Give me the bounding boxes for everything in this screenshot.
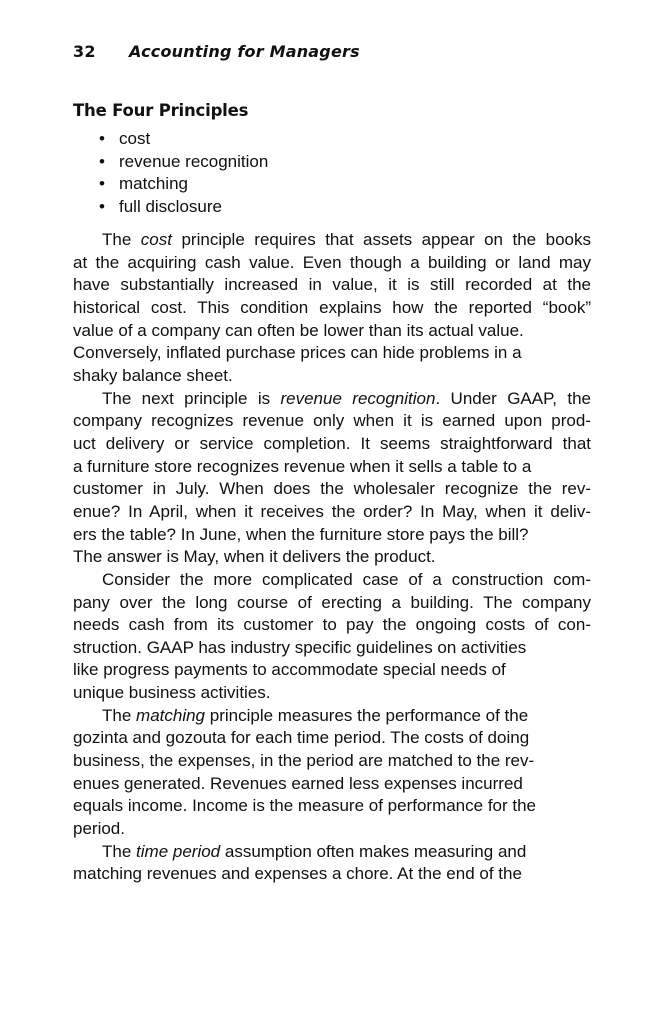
text-line: shaky balance sheet. [73, 365, 233, 385]
section-heading: The Four Principles [73, 101, 249, 120]
text-line: have substantially increased in value, it is still recorded at the [73, 275, 591, 295]
list-item: • matching [99, 173, 268, 196]
text-line: The cost principle requires that assets appear on the books [102, 230, 591, 249]
text-line: business, the expenses, in the period are matched to the rev- [73, 751, 535, 771]
emphasis-term: matching [136, 705, 206, 725]
page-number: 32 [73, 42, 96, 61]
text-line: The time period assumption often makes measuring and [102, 841, 527, 861]
text-line: Consider the more complicated case of a construction com- [102, 569, 591, 589]
text-line: unique business activities. [73, 683, 271, 703]
paragraph-construction [73, 569, 591, 705]
text-line: ers the table? In June, when the furniture store pays the bill? [73, 524, 529, 544]
text-line: a furniture store recognizes revenue when it sells a table to a [73, 456, 532, 476]
text-line: enue? In April, when it receives the order? In May, when it deliv- [73, 501, 591, 521]
emphasis-term: cost [140, 230, 172, 249]
paragraph-time-period [73, 841, 591, 886]
emphasis-term: revenue recognition [280, 388, 436, 408]
list-item: • cost [99, 128, 268, 151]
paragraph-cost [73, 229, 591, 388]
text-line: customer in July. When does the wholesaler recognize the rev- [73, 479, 591, 499]
text-line: gozinta and gozouta for each time period. The costs of doing [73, 728, 530, 748]
body-text [73, 229, 591, 886]
text-line: enues generated. Revenues earned less expenses incurred [73, 773, 523, 793]
text-line: Conversely, inflated purchase prices can hide problems in a [73, 343, 522, 363]
text-line: The answer is May, when it delivers the product. [73, 547, 436, 567]
text-line: value of a company can often be lower than its actual value. [73, 320, 524, 340]
text-line: historical cost. This condition explains how the reported “book” [73, 297, 591, 317]
book-title: Accounting for Managers [129, 42, 360, 61]
text-line: The next principle is revenue recognition. Under GAAP, the [102, 388, 591, 408]
text-line: pany over the long course of erecting a building. The company [73, 592, 591, 612]
list-item: • revenue recognition [99, 151, 268, 174]
text-line: equals income. Income is the measure of performance for the [73, 796, 537, 816]
paragraph-revenue-recognition [73, 388, 591, 569]
text-line: company recognizes revenue only when it is earned upon prod- [73, 411, 591, 431]
text-line: The matching principle measures the performance of the [102, 705, 529, 725]
principles-list [99, 128, 268, 218]
paragraph-matching [73, 705, 591, 841]
list-item: • full disclosure [99, 196, 268, 219]
running-head [73, 42, 360, 61]
text-line: uct delivery or service completion. It seems straightforward that [73, 433, 591, 453]
text-line: matching revenues and expenses a chore. At the end of the [73, 864, 522, 884]
text-line: struction. GAAP has industry specific guidelines on activities [73, 637, 527, 657]
text-line: at the acquiring cash value. Even though a building or land may [73, 252, 591, 272]
emphasis-term: time period [136, 841, 221, 861]
text-line: needs cash from its customer to pay the ongoing costs of con- [73, 615, 591, 635]
text-line: period. [73, 819, 125, 839]
text-line: like progress payments to accommodate special needs of [73, 660, 506, 680]
